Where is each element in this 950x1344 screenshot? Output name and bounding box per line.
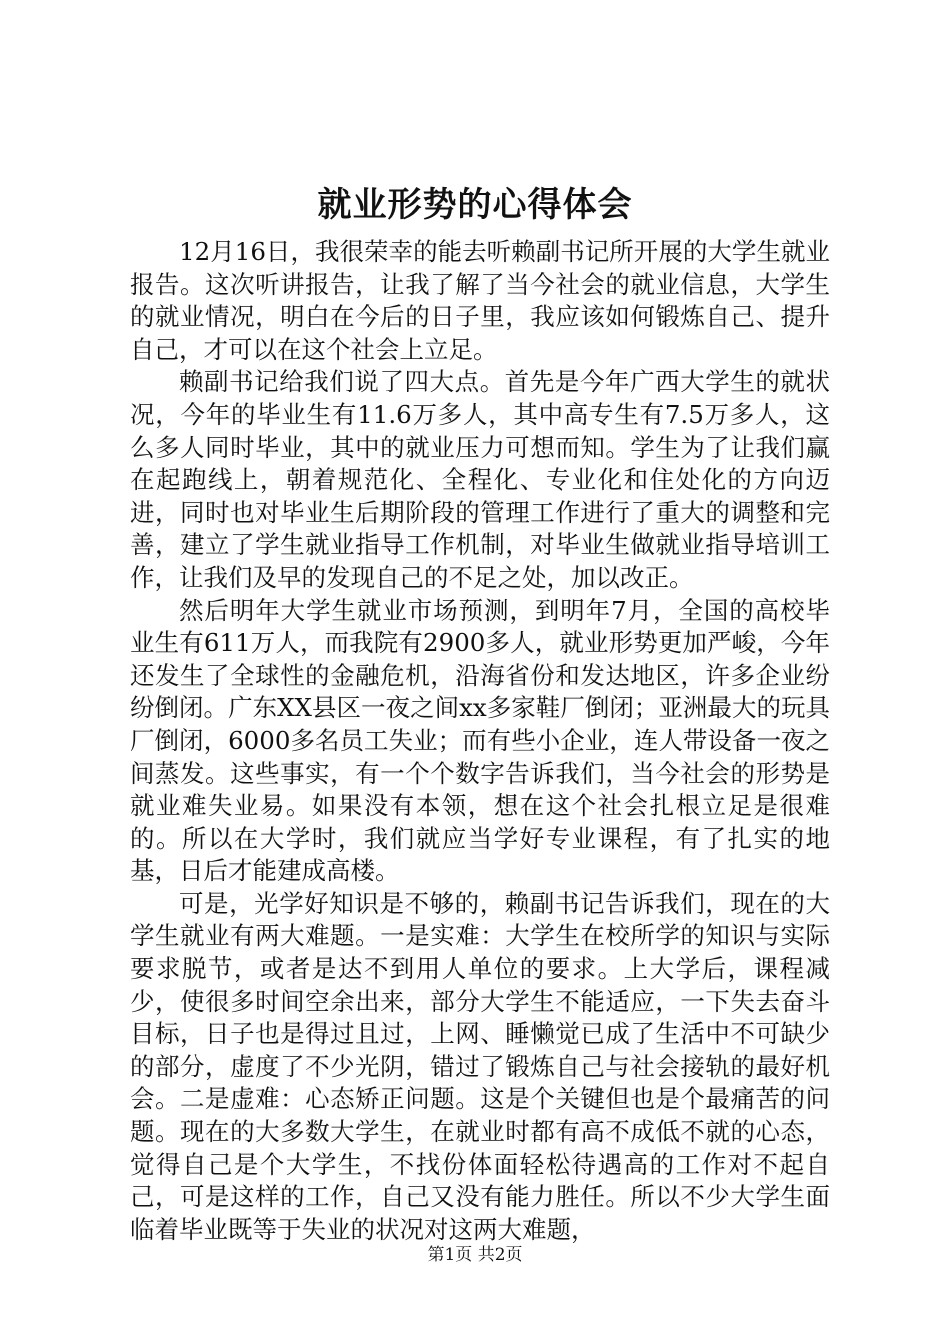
paragraph-2: 赖副书记给我们说了四大点。首先是今年广西大学生的就状况，今年的毕业生有11.6万多人，其中高专生有7.5万多人，这么多人同时毕业，其中的就业压力可想而知。学生为了让我们赢在起跑线上，朝着规范化、全程化、专业化和住处化的方向迈进，同时也对毕业生后期阶段的管理工作进行了重大的调整和完善，建立了学生就业指导工作机制，对毕业生做就业指导培训工作，让我们及早的发现自己的不足之处，加以改正。: [130, 367, 830, 592]
document-body: [130, 236, 830, 1246]
paragraph-3: 然后明年大学生就业市场预测，到明年7月，全国的高校毕业生有611万人，而我院有2900多人，就业形势更加严峻，今年还发生了全球性的金融危机，沿海省份和发达地区，许多企业纷纷倒闭。广东XX县区一夜之间xx多家鞋厂倒闭；亚洲最大的玩具厂倒闭，6000多名员工失业；而有些小企业，连人带设备一夜之间蒸发。这些事实，有一个个数字告诉我们，当今社会的形势是就业难失业易。如果没有本领，想在这个社会扎根立足是很难的。所以在大学时，我们就应当学好专业课程，有了扎实的地基，日后才能建成高楼。: [130, 595, 830, 886]
paragraph-4: 可是，光学好知识是不够的，赖副书记告诉我们，现在的大学生就业有两大难题。一是实难：大学生在校所学的知识与实际要求脱节，或者是达不到用人单位的要求。上大学后，课程减少，使很多时间空余出来，部分大学生不能适应，一下失去奋斗目标，日子也是得过且过，上网、睡懒觉已成了生活中不可缺少的部分，虚度了不少光阴，错过了锻炼自己与社会接轨的最好机会。二是虚难：心态矫正问题。这是个关键但也是个最痛苦的问题。现在的大多数大学生，在就业时都有高不成低不就的心态，觉得自己是个大学生，不找份体面轻松待遇高的工作对不起自己，可是这样的工作，自己又没有能力胜任。所以不少大学生面临着毕业既等于失业的状况对这两大难题，: [130, 888, 830, 1244]
document-title: 就业形势的心得体会: [317, 185, 633, 225]
page-number-footer: 第1页 共2页: [427, 1245, 523, 1265]
paragraph-1: 12月16日，我很荣幸的能去听赖副书记所开展的大学生就业报告。这次听讲报告，让我了解了当今社会的就业信息，大学生的就业情况，明白在今后的日子里，我应该如何锻炼自己、提升自己，才可以在这个社会上立足。: [130, 237, 830, 364]
